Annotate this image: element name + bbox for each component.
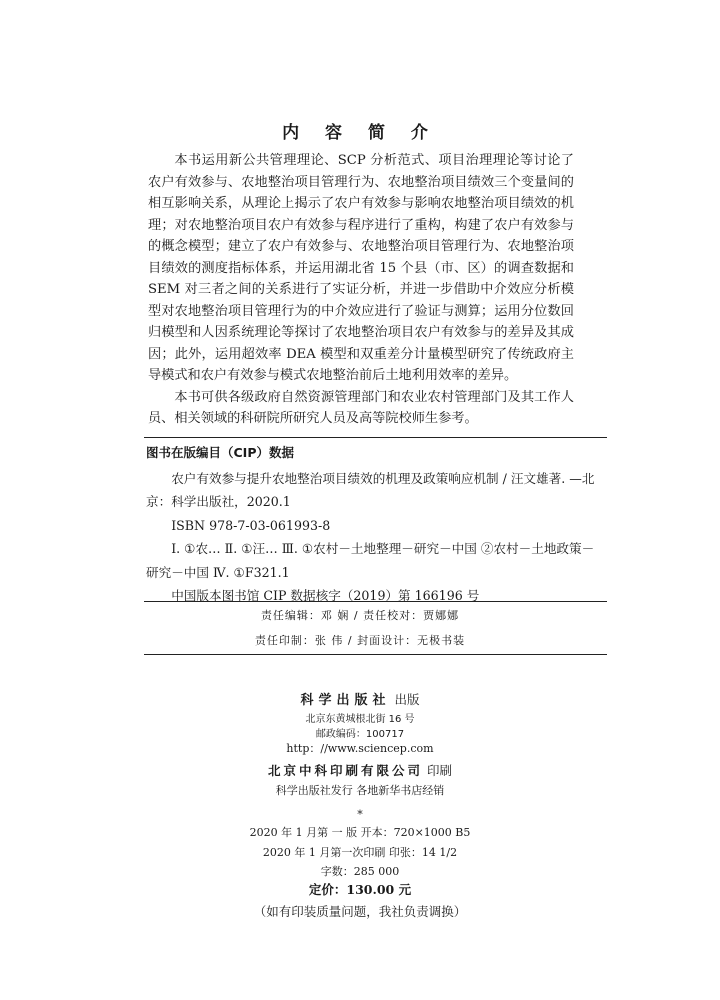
staff-bottom-rule: [144, 654, 607, 655]
intro-paragraph-1: 本书运用新公共管理理论、SCP 分析范式、项目治理理论等讨论了农户有效参与、农地整治项目管理行为、农地整治项目绩效三个变量间的相互影响关系，从理论上揭示了农户有效参与影响农地整治项目绩效的机理；对农地整治项目农户有效参与程序进行了重构，构建了农户有效参与的概念模型；建立了农户有效参与、农地整治项目管理行为、农地整治项目绩效的测度指标体系，并运用湖北省 15 个县（市、区）的调查数据和 SEM 对三者之间的关系进行了实证分析，并进一步借助中介效应分析模型对农地整治项目管理行为的中介效应进行了验证与测算；运用分位数回归模型和人因系统理论等探讨了农地整治项目农户有效参与的差异及其成因；此外，运用超效率 DEA 模型和双重差分计量模型研究了传统政府主导模式和农户有效参与模式农地整治前后土地利用效率的差异。: [148, 153, 574, 383]
cip-bottom-rule: [144, 601, 607, 602]
edition-line: 2020 年 1 月第 一 版 开本：720×1000 B5: [249, 826, 471, 839]
quality-note: （如有印装质量问题，我社负责调换）: [253, 904, 467, 919]
cip-title-line: 农户有效参与提升农地整治项目绩效的机理及政策响应机制 / 汪文雄著. —北京：科学出版社，2020.1: [146, 471, 595, 510]
publisher-postcode: 邮政编码：100717: [315, 729, 405, 740]
price: 定价：130.00 元: [308, 882, 412, 897]
word-count: 字数：285 000: [320, 865, 400, 878]
cip-record-number: 中国版本图书馆 CIP 数据核字（2019）第 166196 号: [171, 588, 480, 604]
staff-line-2: 责任印制：张 伟 / 封面设计：无极书装: [254, 634, 466, 647]
page-title: 内 容 简 介: [282, 123, 438, 143]
publisher-address: 北京东黄城根北街 16 号: [305, 714, 415, 725]
cip-classification: Ⅰ. ①农… Ⅱ. ①汪… Ⅲ. ①农村－土地整理－研究－中国 ②农村－土地政策－研究－中国 Ⅳ. ①F321.1: [146, 541, 595, 580]
publisher-line: [0, 689, 720, 708]
printer-suffix: 印刷: [423, 763, 452, 778]
introduction: [148, 150, 574, 430]
publisher-name: 科学出版社: [300, 693, 391, 708]
intro-paragraph-2: 本书可供各级政府自然资源管理部门和农业农村管理部门及其工作人员、相关领域的科研院所研究人员及高等院校师生参考。: [148, 389, 574, 426]
printer-name: 北京中科印刷有限公司: [268, 763, 424, 778]
cip-isbn: ISBN 978-7-03-061993-8: [171, 517, 331, 533]
separator: *: [357, 808, 363, 821]
publisher-suffix: 出版: [390, 692, 420, 707]
printing-line: 2020 年 1 月第一次印刷 印张：14 1/2: [262, 846, 458, 859]
publisher-url: http：//www.sciencep.com: [286, 742, 434, 755]
distribution-line: 科学出版社发行 各地新华书店经销: [275, 784, 445, 797]
staff-line-1: 责任编辑：邓 娴 / 责任校对：贾娜娜: [260, 609, 460, 622]
cip-record: [146, 467, 604, 607]
cip-top-rule: [144, 437, 607, 438]
cip-heading: 图书在版编目（CIP）数据: [146, 445, 294, 460]
printer-line: [0, 760, 720, 779]
